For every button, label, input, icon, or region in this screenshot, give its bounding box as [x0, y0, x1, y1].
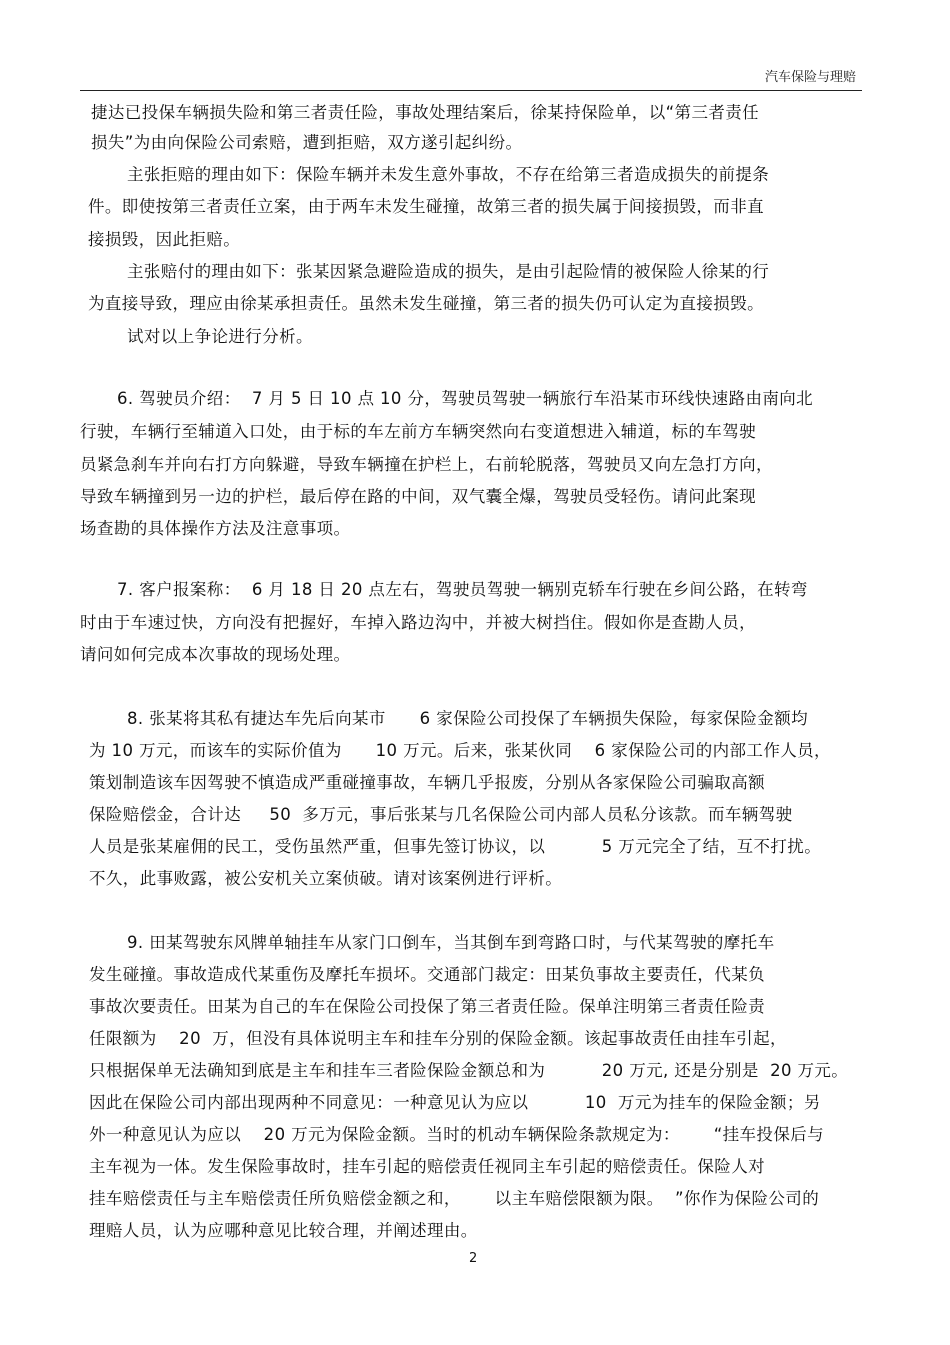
- text-line: 6. 驾驶员介绍： 7 月 5 日 10 点 10 分，驾驶员驾驶一辆旅行车沿某市环线快速路由南向北: [117, 389, 814, 408]
- text-line: 接损毁，因此拒赔。: [88, 230, 241, 249]
- text-line: 8. 张某将其私有捷达车先后向某市 6 家保险公司投保了车辆损失保险，每家保险金额均: [127, 709, 808, 728]
- text-line: 场查勘的具体操作方法及注意事项。: [80, 519, 351, 538]
- page-number: 2: [469, 1251, 478, 1266]
- text-line: 时由于车速过快，方向没有把握好，车掉入路边沟中，并被大树挡住。假如你是查勘人员，: [80, 613, 756, 632]
- text-line: 7. 客户报案称： 6 月 18 日 20 点左右，驾驶员驾驶一辆别克轿车行驶在乡间公路，在转弯: [117, 580, 808, 599]
- text-line: 只根据保单无法确知到底是主车和挂车三者险保险金额总和为 20 万元, 还是分别是 20 万元。: [89, 1061, 849, 1080]
- text-line: 主张赔付的理由如下：张某因紧急避险造成的损失，是由引起险情的被保险人徐某的行: [127, 262, 770, 281]
- text-line: 保险赔偿金，合计达 50 多万元，事后张某与几名保险公司内部人员私分该款。而车辆驾驶: [89, 805, 793, 824]
- text-line: 主车视为一体。发生保险事故时，挂车引起的赔偿责任视同主车引起的赔偿责任。保险人对: [89, 1157, 765, 1176]
- header-divider: [80, 90, 862, 91]
- text-line: 外一种意见认为应以 20 万元为保险金额。当时的机动车辆保险条款规定为： “挂车投保后与: [89, 1125, 825, 1144]
- text-line: 捷达已投保车辆损失险和第三者责任险，事故处理结案后，徐某持保险单，以“第三者责任: [91, 103, 760, 122]
- text-line: 事故次要责任。田某为自己的车在保险公司投保了第三者责任险。保单注明第三者责任险责: [89, 997, 765, 1016]
- text-line: 不久，此事败露，被公安机关立案侦破。请对该案例进行评析。: [89, 869, 563, 888]
- text-line: 员紧急刹车并向右打方向躲避，导致车辆撞在护栏上，右前轮脱落，驾驶员又向左急打方向，: [80, 455, 773, 474]
- text-line: 发生碰撞。事故造成代某重伤及摩托车损坏。交通部门裁定：田某负事故主要责任，代某负: [89, 965, 765, 984]
- text-line: 策划制造该车因驾驶不慎造成严重碰撞事故，车辆几乎报废，分别从各家保险公司骗取高额: [89, 773, 765, 792]
- text-line: 因此在保险公司内部出现两种不同意见：一种意见认为应以 10 万元为挂车的保险金额；另: [89, 1093, 821, 1112]
- text-line: 人员是张某雇佣的民工，受伤虽然严重，但事先签订协议，以 5 万元完全了结，互不打扰。: [89, 837, 822, 856]
- text-line: 为 10 万元，而该车的实际价值为 10 万元。后来，张某伙同 6 家保险公司的内部工作人员，: [89, 741, 831, 760]
- text-line: 理赔人员，认为应哪种意见比较合理，并阐述理由。: [89, 1221, 478, 1240]
- text-line: 9. 田某驾驶东风牌单轴挂车从家门口倒车，当其倒车到弯路口时，与代某驾驶的摩托车: [127, 933, 775, 952]
- text-line: 请问如何完成本次事故的现场处理。: [80, 645, 351, 664]
- text-line: 试对以上争论进行分析。: [127, 327, 313, 346]
- text-line: 为直接导致，理应由徐某承担责任。虽然未发生碰撞，第三者的损失仍可认定为直接损毁。: [88, 294, 764, 313]
- text-line: 行驶，车辆行至辅道入口处，由于标的车左前方车辆突然向右变道想进入辅道，标的车驾驶: [80, 422, 756, 441]
- text-line: 损失”为由向保险公司索赔，遭到拒赔，双方遂引起纠纷。: [91, 133, 523, 152]
- text-line: 任限额为 20 万，但没有具体说明主车和挂车分别的保险金额。该起事故责任由挂车引起，: [89, 1029, 787, 1048]
- header-title: 汽车保险与理赔: [764, 70, 856, 85]
- text-line: 挂车赔偿责任与主车赔偿责任所负赔偿金额之和， 以主车赔偿限额为限。 ”你作为保险公司的: [89, 1189, 820, 1208]
- text-line: 件。即使按第三者责任立案，由于两车未发生碰撞，故第三者的损失属于间接损毁，而非直: [88, 197, 764, 216]
- text-line: 主张拒赔的理由如下：保险车辆并未发生意外事故，不存在给第三者造成损失的前提条: [127, 165, 770, 184]
- text-line: 导致车辆撞到另一边的护栏，最后停在路的中间，双气囊全爆，驾驶员受轻伤。请问此案现: [80, 487, 756, 506]
